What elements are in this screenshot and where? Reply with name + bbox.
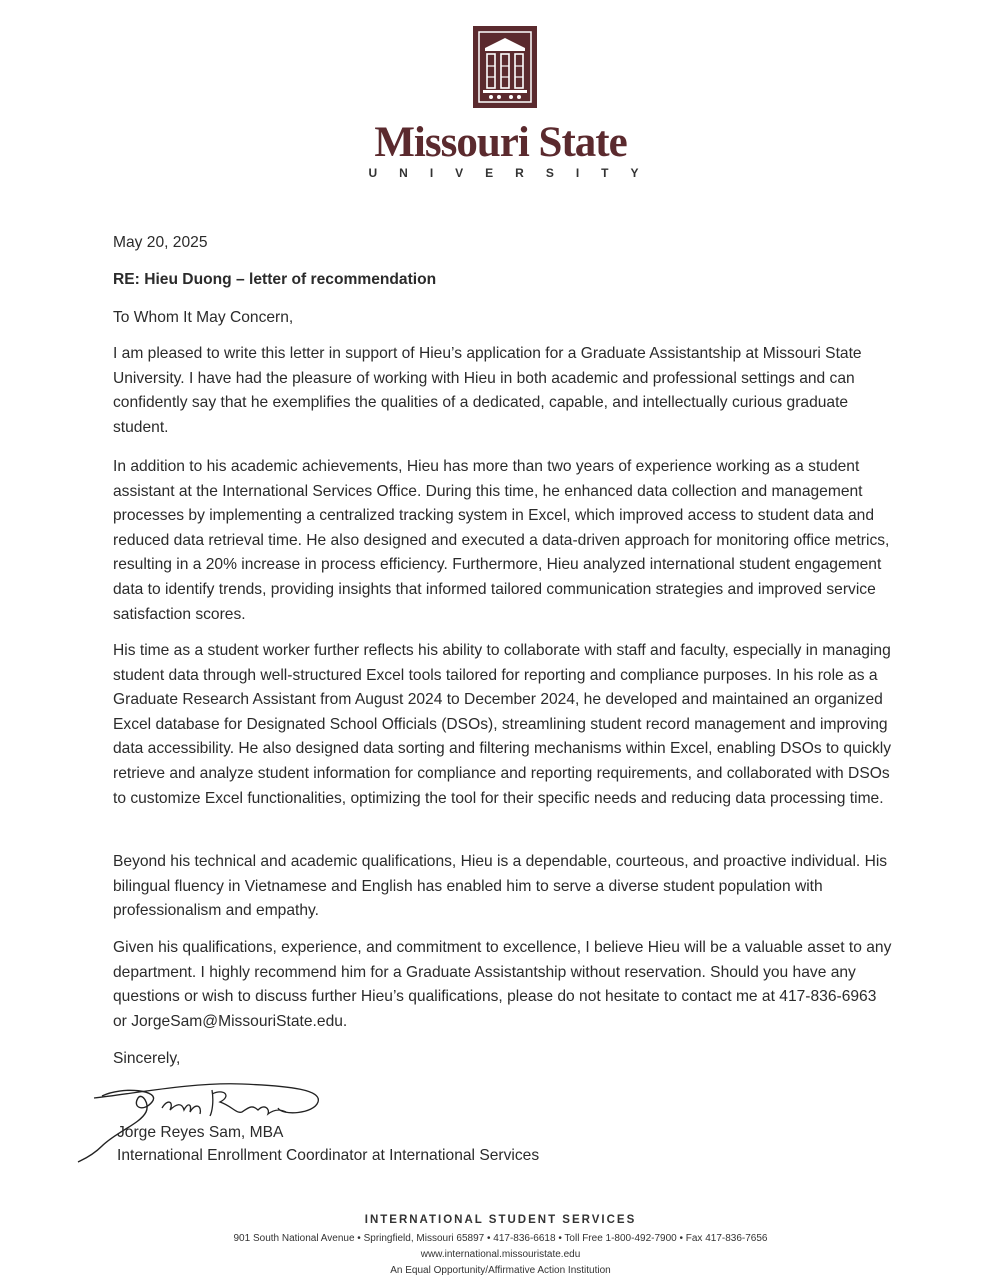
- footer-office: INTERNATIONAL STUDENT SERVICES: [364, 1214, 637, 1226]
- signer-name: Jorge Reyes Sam, MBA: [117, 1124, 284, 1141]
- wordmark-suffix: UNIVERSITY: [368, 166, 661, 180]
- footer-website: www.international.missouristate.edu: [420, 1249, 581, 1260]
- salutation: To Whom It May Concern,: [113, 309, 294, 326]
- building-seal-icon: [473, 26, 537, 108]
- letter-subject: RE: Hieu Duong – letter of recommendation: [113, 271, 437, 288]
- logo: [0, 26, 1001, 113]
- signer-title: International Enrollment Coordinator at International Services: [117, 1147, 540, 1164]
- paragraph-recommendation: Given his qualifications, experience, and commitment to excellence, I believe Hieu will be a valuable asset to any department. I highly recommend him for a Graduate Assistantship without reservation. Should you have any questions or wish to discuss further Hieu’s qualifications, please do not hesitate to contact me at 417-836-6963 or JorgeSam@MissouriState.edu.: [113, 939, 892, 1030]
- paragraph-intro: I am pleased to write this letter in support of Hieu’s application for a Graduate Assistantship at Missouri State University. I have had the pleasure of working with Hieu in both academic and professional settings and can confidently say that he exemplifies the qualities of a dedicated, capable, and intellectually curious graduate student.: [113, 345, 862, 436]
- footer-address: 901 South National Avenue • Springfield, Missouri 65897 • 417-836-6618 • Toll Free 1-800-492-7900 • Fax 417-836-7656: [233, 1233, 768, 1244]
- paragraph-character: Beyond his technical and academic qualifications, Hieu is a dependable, courteous, and proactive individual. His bilingual fluency in Vietnamese and English has enabled him to serve a diverse student population with professionalism and empathy.: [113, 853, 888, 920]
- paragraph-experience: In addition to his academic achievements, Hieu has more than two years of experience working as a student assistant at the International Services Office. During this time, he enhanced data collection and management processes by implementing a centralized tracking system in Excel, which improved access to student data and reduced data retrieval time. He also designed and executed a data-driven approach for monitoring office metrics, resulting in a 20% increase in process efficiency. Furthermore, Hieu analyzed international student engagement data to identify trends, providing insights that informed tailored communication strategies and improved service satisfaction scores.: [113, 458, 890, 623]
- letter-date: May 20, 2025: [113, 234, 208, 251]
- footer-equal-opportunity: An Equal Opportunity/Affirmative Action Institution: [390, 1265, 611, 1276]
- closing: Sincerely,: [113, 1050, 181, 1067]
- paragraph-research: His time as a student worker further reflects his ability to collaborate with staff and faculty, especially in managing student data through well-structured Excel tools tailored for reporting and compliance purposes. In his role as a Graduate Research Assistant from August 2024 to December 2024, he developed and maintained an organized Excel database for Designated School Officials (DSOs), streamlining student record management and improving data accessibility. He also designed data sorting and filtering mechanisms within Excel, enabling DSOs to quickly retrieve and analyze student information for compliance and reporting requirements, and collaborated with DSOs to customize Excel functionalities, optimizing the tool for their specific needs and reducing data processing time.: [113, 642, 892, 807]
- wordmark: Missouri State: [374, 119, 627, 166]
